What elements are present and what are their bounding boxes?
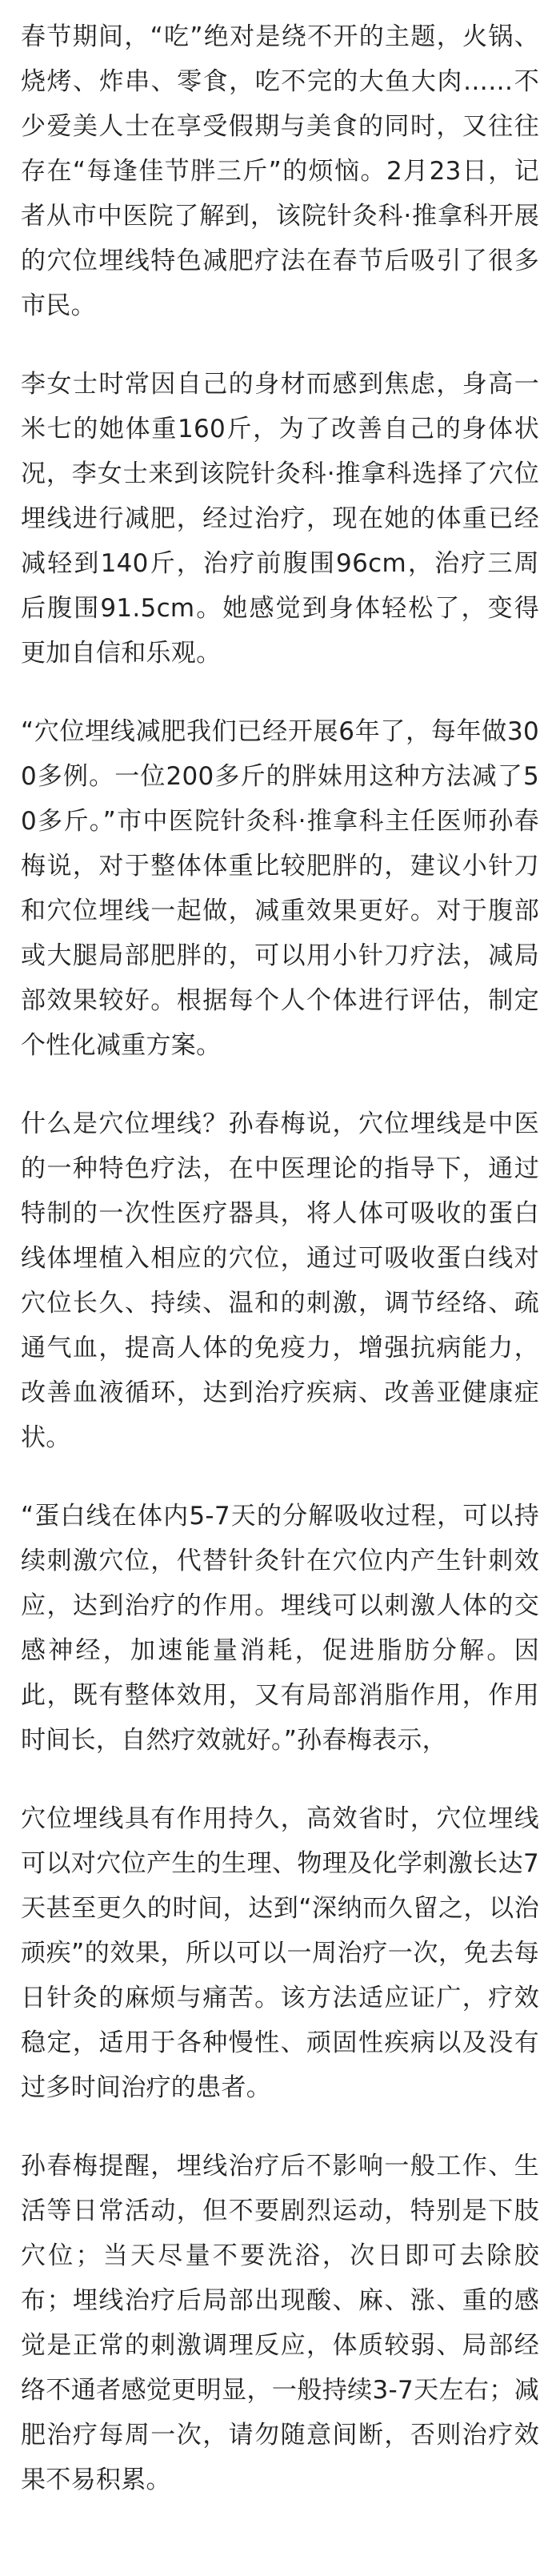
article-paragraph-1: 春节期间，“吃”绝对是绕不开的主题，火锅、烧烤、炸串、零食，吃不完的大鱼大肉……不少爱美人士在享受假期与美食的同时，又往往存在“每逢佳节胖三斤”的烦恼。2月23日，记者从市中医院了解到，该院针灸科·推拿科开展的穴位埋线特色减肥疗法在春节后吸引了很多市民。 [21,22,539,320]
article-paragraph-2: 李女士时常因自己的身材而感到焦虑，身高一米七的她体重160斤，为了改善自己的身体状况，李女士来到该院针灸科·推拿科选择了穴位埋线进行减肥，经过治疗，现在她的体重已经减轻到140斤，治疗前腹围96cm，治疗三周后腹围91.5cm。她感觉到身体轻松了，变得更加自信和乐观。 [21,370,539,668]
article-paragraph-6: 穴位埋线具有作用持久，高效省时，穴位埋线可以对穴位产生的生理、物理及化学刺激长达7天甚至更久的时间，达到“深纳而久留之，以治顽疾”的效果，所以可以一周治疗一次，免去每日针灸的麻烦与痛苦。该方法适应证广，疗效稳定，适用于各种慢性、顽固性疾病以及没有过多时间治疗的患者。 [21,1804,539,2102]
article-paragraph-3: “穴位埋线减肥我们已经开展6年了，每年做300多例。一位200多斤的胖妹用这种方法减了50多斤。”市中医院针灸科·推拿科主任医师孙春梅说，对于整体体重比较肥胖的，建议小针刀和穴位埋线一起做，减重效果更好。对于腹部或大腿局部肥胖的，可以用小针刀疗法，减局部效果较好。根据每个人个体进行评估，制定个性化减重方案。 [21,717,539,1060]
article-paragraph-5: “蛋白线在体内5-7天的分解吸收过程，可以持续刺激穴位，代替针灸针在穴位内产生针刺效应，达到治疗的作用。埋线可以刺激人体的交感神经，加速能量消耗，促进脂肪分解。因此，既有整体效用，又有局部消脂作用，作用时间长，自然疗效就好。”孙春梅表示， [21,1502,539,1755]
article-paragraph-7: 孙春梅提醒，埋线治疗后不影响一般工作、生活等日常活动，但不要剧烈运动，特别是下肢穴位；当天尽量不要洗浴，次日即可去除胶布；埋线治疗后局部出现酸、麻、涨、重的感觉是正常的刺激调理反应，体质较弱、局部经络不通者感觉更明显，一般持续3-7天左右；减肥治疗每周一次，请勿随意间断，否则治疗效果不易积累。 [21,2152,539,2494]
article-paragraph-4: 什么是穴位埋线？孙春梅说，穴位埋线是中医的一种特色疗法，在中医理论的指导下，通过特制的一次性医疗器具，将人体可吸收的蛋白线体埋植入相应的穴位，通过可吸收蛋白线对穴位长久、持续、温和的刺激，调节经络、疏通气血，提高人体的免疫力，增强抗病能力，改善血液循环，达到治疗疾病、改善亚健康症状。 [21,1109,539,1452]
